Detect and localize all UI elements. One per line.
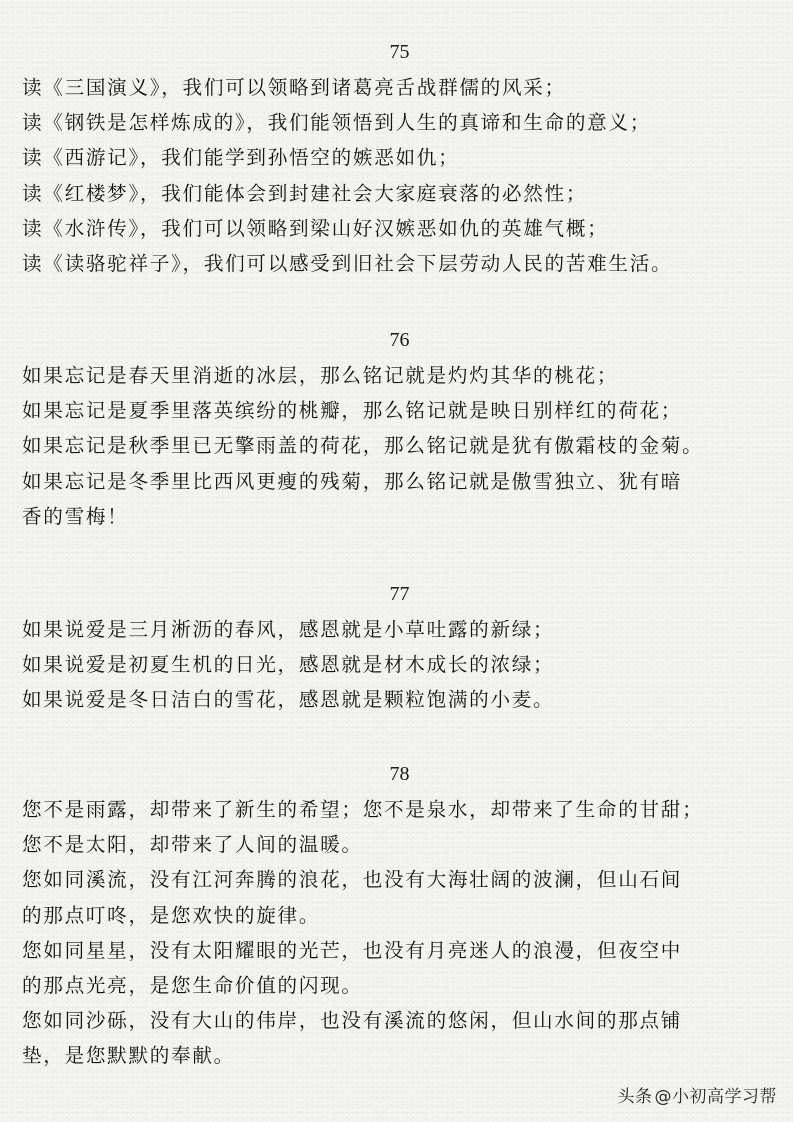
text-line: 读《三国演义》，我们可以领略到诸葛亮舌战群儒的风采； [22,76,566,99]
text-line: 的那点叮咚，是您欢快的旋律。 [22,903,321,927]
section-76 [22,328,777,534]
text-line: 如果说爱是三月淅沥的春风，感恩就是小草吐露的新绿； [22,618,555,641]
text-line: 您如同星星，没有太阳耀眼的光芒，也没有月亮迷人的浪漫，但夜空中 [22,938,683,962]
text-line: 读《钢铁是怎样炼成的》，我们能领悟到人生的真谛和生命的意义； [22,111,652,135]
section-78 [22,762,777,1074]
text-line: 的那点光亮，是您生命价值的闪现。 [22,974,363,998]
text-line: 如果忘记是夏季里落英缤纷的桃瓣，那么铭记就是映日别样红的荷花； [22,399,683,423]
section-number: 75 [389,41,410,63]
text-line: 读《读骆驼祥子》，我们可以感受到旧社会下层劳动人民的苦难生活。 [22,252,673,276]
text-line: 您如同沙砾，没有大山的伟岸，也没有溪流的悠闲，但山水间的那点铺 [22,1009,683,1033]
text-line: 垫，是您默默的奉献。 [22,1044,235,1068]
text-line: 您不是太阳，却带来了人间的温暖。 [22,833,363,857]
text-line: 如果说爱是冬日洁白的雪花，感恩就是颗粒饱满的小麦。 [22,688,555,712]
source-watermark [618,1086,780,1108]
section-number: 77 [389,583,410,605]
text-line: 读《水浒传》，我们可以领略到梁山好汉嫉恶如仇的英雄气概； [22,216,609,240]
text-line: 读《红楼梦》，我们能体会到封建社会大家庭衰落的必然性； [22,181,588,205]
section-number: 76 [389,329,410,351]
text-line: 香的雪梅！ [22,504,129,528]
section-number: 78 [389,763,410,785]
section-75 [22,40,777,281]
text-line: 您不是雨露，却带来了新生的希望；您不是泉水，却带来了生命的甘甜； [22,798,704,821]
text-line: 如果忘记是秋季里已无擎雨盖的荷花，那么铭记就是犹有傲霜枝的金菊。 [22,434,704,458]
watermark-platform: 头条 [617,1087,653,1107]
watermark-account: @小初高学习帮 [654,1087,777,1107]
text-line: 如果说爱是初夏生机的日光，感恩就是材木成长的浓绿； [22,653,555,677]
text-line: 读《西游记》，我们能学到孙悟空的嫉恶如仇； [22,146,460,170]
section-77 [22,582,777,718]
text-line: 您如同溪流，没有江河奔腾的浪花，也没有大海壮阔的波澜，但山石间 [22,868,683,892]
text-line: 如果忘记是冬季里比西风更瘦的残菊，那么铭记就是傲雪独立、犹有暗 [22,469,683,493]
text-line: 如果忘记是春天里消逝的冰层，那么铭记就是灼灼其华的桃花； [22,364,619,387]
